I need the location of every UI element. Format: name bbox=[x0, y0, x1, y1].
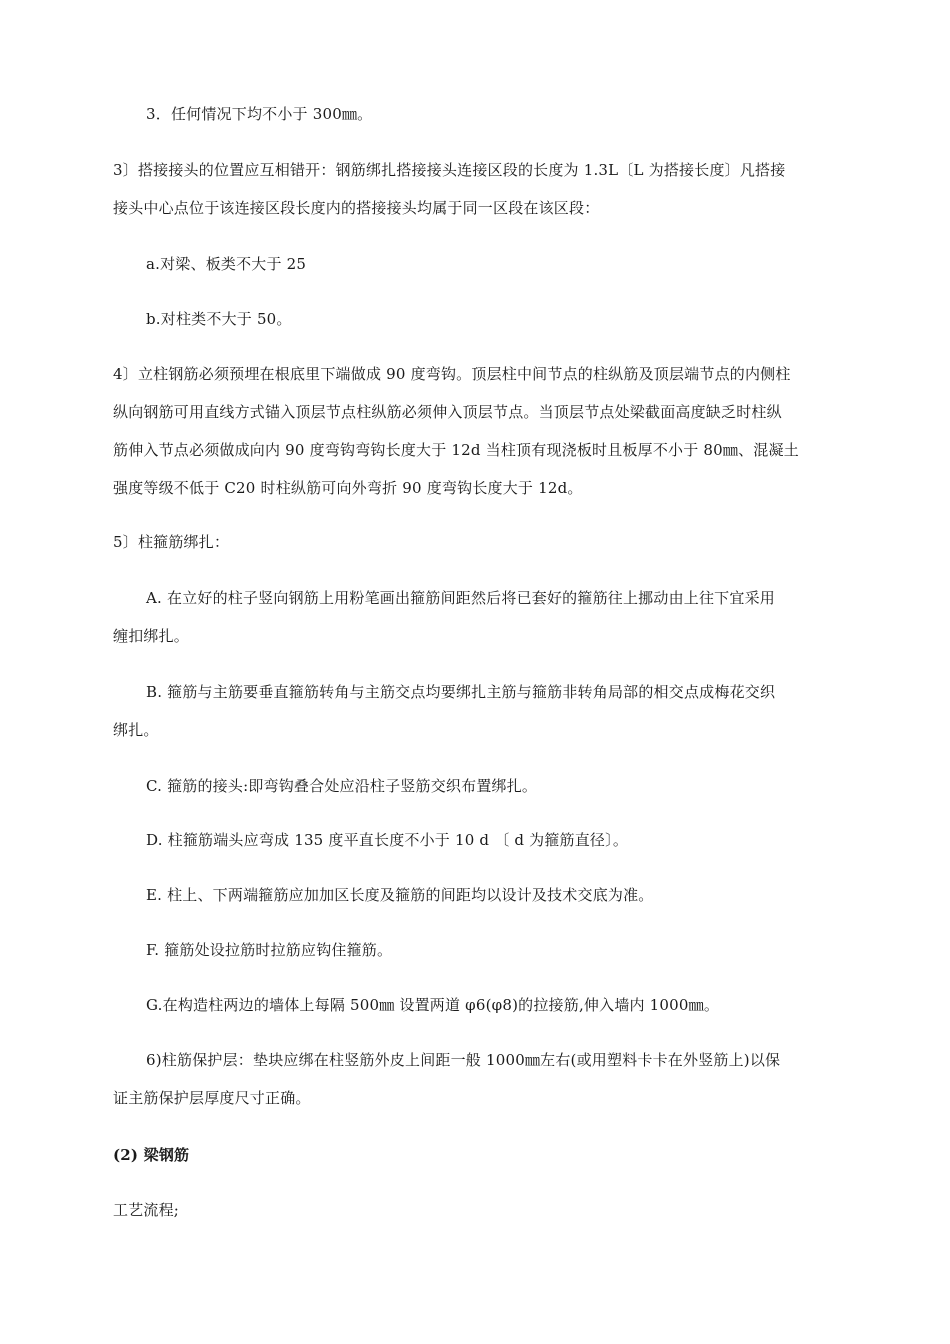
text-line: 工艺流程; bbox=[113, 1201, 180, 1219]
text-line: C. 箍筋的接头:即弯钩叠合处应沿柱子竖筋交织布置绑扎。 bbox=[146, 777, 538, 795]
paragraph-beam-slab-limit bbox=[113, 245, 841, 283]
text-line: G.在构造柱两边的墙体上每隔 500㎜ 设置两道 φ6(φ8)的拉接筋,伸入墙内 1000㎜。 bbox=[146, 996, 720, 1014]
paragraph-column-rebar-anchor bbox=[113, 355, 841, 507]
text-line: 3〕搭接接头的位置应互相错开：钢筋绑扎搭接接头连接区段的长度为 1.3L〔L 为搭接长度〕凡搭接 bbox=[113, 161, 786, 179]
heading-text: (2) 梁钢筋 bbox=[113, 1146, 190, 1164]
paragraph-item-c bbox=[113, 767, 841, 805]
paragraph-item-f bbox=[113, 931, 841, 969]
text-line: 筋伸入节点必须做成向内 90 度弯钩弯钩长度大于 12d 当柱顶有现浇板时且板厚不小于 80㎜、混凝土 bbox=[113, 441, 799, 459]
paragraph-process-flow bbox=[113, 1191, 841, 1229]
text-line: E. 柱上、下两端箍筋应加加区长度及箍筋的间距均以设计及技术交底为准。 bbox=[146, 886, 654, 904]
text-line: 3．任何情况下均不小于 300㎜。 bbox=[146, 105, 373, 123]
paragraph-item-b bbox=[113, 673, 841, 749]
paragraph-item-g bbox=[113, 986, 841, 1024]
text-line: 5〕柱箍筋绑扎： bbox=[113, 533, 230, 551]
text-line: F. 箍筋处设拉筋时拉筋应钩住箍筋。 bbox=[146, 941, 393, 959]
text-line: B. 箍筋与主筋要垂直箍筋转角与主筋交点均要绑扎主筋与箍筋非转角局部的相交点成梅花交织 bbox=[146, 683, 776, 701]
paragraph-item-e bbox=[113, 876, 841, 914]
paragraph-item-a bbox=[113, 579, 841, 655]
paragraph-column-limit bbox=[113, 300, 841, 338]
text-line: b.对柱类不大于 50。 bbox=[146, 310, 292, 328]
paragraph-item-d bbox=[113, 821, 841, 859]
text-line: 强度等级不低于 C20 时柱纵筋可向外弯折 90 度弯钩长度大于 12d。 bbox=[113, 479, 583, 497]
text-line: 6)柱筋保护层：垫块应绑在柱竖筋外皮上间距一般 1000㎜左右(或用塑料卡卡在外竖筋上)以保 bbox=[146, 1051, 781, 1069]
text-line: 证主筋保护层厚度尺寸正确。 bbox=[113, 1089, 311, 1107]
paragraph-min-300mm bbox=[113, 95, 841, 133]
text-line: a.对梁、板类不大于 25 bbox=[146, 255, 307, 273]
text-line: 缠扣绑扎。 bbox=[113, 627, 190, 645]
paragraph-lap-joint-stagger bbox=[113, 151, 841, 227]
text-line: 接头中心点位于该连接区段长度内的搭接接头均属于同一区段在该区段： bbox=[113, 199, 600, 217]
text-line: D. 柱箍筋端头应弯成 135 度平直长度不小于 10 d 〔 d 为箍筋直径〕。 bbox=[146, 831, 629, 849]
text-line: 绑扎。 bbox=[113, 721, 159, 739]
paragraph-cover-protection bbox=[113, 1041, 841, 1117]
section-heading-beam-rebar bbox=[113, 1136, 841, 1174]
paragraph-stirrup-binding-title bbox=[113, 523, 841, 561]
text-line: 4〕立柱钢筋必须预埋在根底里下端做成 90 度弯钩。顶层柱中间节点的柱纵筋及顶层端节点的内侧柱 bbox=[113, 365, 791, 383]
text-line: A. 在立好的柱子竖向钢筋上用粉笔画出箍筋间距然后将已套好的箍筋往上挪动由上往下宜采用 bbox=[146, 589, 775, 607]
text-line: 纵向钢筋可用直线方式锚入顶层节点柱纵筋必须伸入顶层节点。当顶层节点处梁截面高度缺乏时柱纵 bbox=[113, 403, 782, 421]
